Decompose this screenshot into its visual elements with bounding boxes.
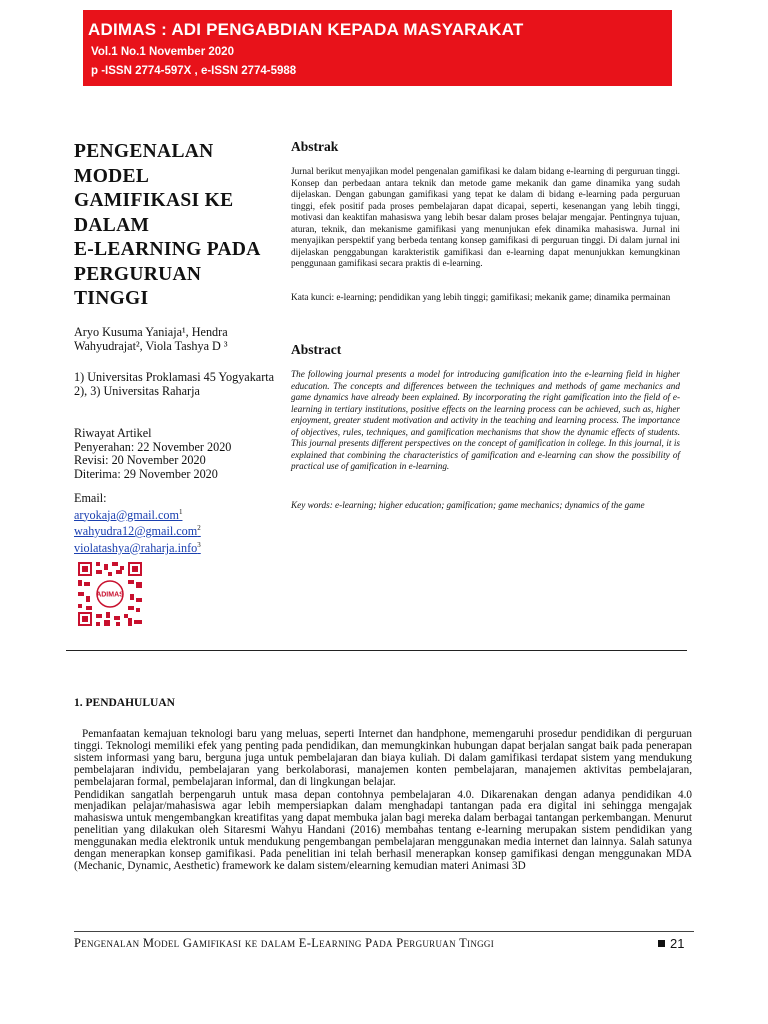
abstract-heading: Abstract (291, 342, 342, 357)
title-line: TINGGI (74, 288, 149, 309)
history-received: Penyerahan: 22 November 2020 (74, 439, 232, 454)
author-list: Aryo Kusuma Yaniaja¹, Hendra Wahyudrajat², Viola Tashya D ³ (74, 325, 228, 353)
email-link-3[interactable] (74, 539, 279, 556)
section-divider (66, 650, 687, 651)
abstrak-keywords: Kata kunci: e-learning; pendidikan yang lebih tinggi; gamifikasi; mekanik game; dinamika permainan (291, 293, 671, 303)
abstract-keywords: Key words: e-learning; higher education; gamification; game mechanics; dynamics of the game (291, 500, 645, 510)
email-address: violatashya@raharja.info (74, 540, 198, 555)
affiliations (74, 371, 289, 398)
section-heading: 1. PENDAHULUAN (74, 697, 175, 709)
abstrak-heading: Abstrak (291, 139, 339, 154)
footer-divider (74, 931, 694, 932)
journal-name: ADIMAS : ADI PENGABDIAN KEPADA MASYARAKAT (88, 20, 524, 39)
history-revised: Revisi: 20 November 2020 (74, 453, 206, 467)
qr-logo-text: ADIMAS (96, 591, 124, 599)
title-line: MODEL (74, 165, 150, 187)
email-sup: 3 (197, 540, 201, 549)
abstrak-text: Jurnal berikut menyajikan model pengenalan gamifikasi ke dalam bidang e-learning di perguruan tinggi. Konsep dan perbedaan antara teknik dan metode game mekanik dan game dinamika yang sudah dijelaskan. Dengan gabungan gamifikasi yang tepat ke dalam di bidang e-learning pada perguruan tinggi, efek positif pada proses pembelajaran dapat dicapai, seperti, kesenangan yang lebih tinggi, motivasi dan keaktifan mahasiswa yang lebih besar dalam proses belajar mengajar. Pentingnya tujuan, aturan, teknik, dan mekanisme gamifikasi yang menunjukan efek dinamika mahasiswa. Jurnal ini menyajikan perspektif yang berbeda tentang konsep gamifikasi di perguruan tinggi. Di dalam jurnal ini dijelaskan penggabungan karakteristik gamifikasi dan e-learning dapat menunjukkan kemungkinan penggunaan gamifikasi secara praktis di e-learning. (291, 167, 680, 269)
title-block (74, 140, 279, 312)
email-sup: 1 (178, 507, 183, 516)
body-paragraph: Pendidikan sangatlah berpengaruh untuk masa depan contohnya pembelajaran 4.0. Dikarenakan dengan adanya pendidikan 4.0 menjadikan pelajar/mahasiswa agar lebih mempersiapkan dalam menghadapi tantangan pada era digital ini sehingga mengajak mahasiswa untuk mengembangkan kreatifitas yang dapat membuka jalan bagi mereka dalam berbagai tantangan perkembangan. Menurut penelitian yang dilakukan oleh Sitaresmi Wahyu Handani (2016) membahas tentang e-learning merupakan sistem pendidikan yang menggunakan media elektronik untuk mendukung pengembangan pembelajaran menggunakan media internet dan lainnya. Salah satunya dengan menerapkan konsep gamifikasi. Pada penelitian ini telah berhasil menerapkan konsep gamifikasi dengan menggunakan MDA (Mechanic, Dynamic, Aesthetic) framework ke dalam sistem/elearning kemudian materi Animasi 3D (74, 788, 692, 872)
square-bullet-icon (658, 940, 665, 947)
history-accepted: Diterima: 29 November 2020 (74, 466, 218, 481)
section-body (74, 729, 692, 874)
abstract-text: The following journal presents a model for introducing gamification into the e-learning field in higher education. The concepts and differences between the techniques and methods of game mechanics and game dynamics have already been explained. By incorporating the right gamification into the field of e-learning in tertiary institutions, positive effects on the learning process can be achieved, such as, higher enjoyment, greater student motivation and activity in the teaching and learning process. The importance of objectives, rules, techniques, and gamification mechanisms that show the dynamic effects of students. This journal presents different perspectives on the concept of gamification in college. In this journal, it is explained that combining the characteristics of gamification and e-learning can show the possibility of practical use of gamification in e-learning. (291, 369, 680, 471)
page-number (658, 936, 684, 951)
paper-title (74, 140, 279, 312)
page-number-value: 21 (670, 936, 685, 951)
title-line: E-LEARNING PADA (74, 239, 261, 260)
email-sup: 2 (197, 524, 201, 533)
email-label: Email: (74, 491, 107, 505)
title-line: PERGURUAN (74, 263, 202, 285)
history-label: Riwayat Artikel (74, 426, 152, 440)
affiliation-line: 2), 3) Universitas Raharja (74, 383, 200, 398)
journal-banner (83, 10, 672, 86)
title-line: DALAM (74, 214, 150, 236)
journal-volume: Vol.1 No.1 November 2020 (91, 46, 234, 58)
running-title: Pengenalan Model Gamifikasi ke dalam E-Learning Pada Perguruan Tinggi (74, 936, 495, 950)
email-address: aryokaja@gmail.com (74, 507, 179, 522)
journal-issn: p -ISSN 2774-597X , e-ISSN 2774-5988 (91, 65, 297, 77)
email-link-1[interactable] (74, 506, 279, 523)
affiliation-line: 1) Universitas Proklamasi 45 Yogyakarta (74, 370, 275, 384)
title-line: PENGENALAN (74, 141, 214, 162)
article-history (74, 427, 279, 481)
title-line: GAMIFIKASI KE (74, 190, 234, 211)
email-link-2[interactable] (74, 522, 279, 539)
body-paragraph: Pemanfaatan kemajuan teknologi baru yang meluas, seperti Internet dan handphone, memengaruhi prosedur pendidikan di perguruan tinggi. Teknologi memiliki efek yang penting pada pendidikan, dan memungkinkan hubungan dapat berjalan sangat baik pada penerapan sistem informasi yang baru, berguna juga untuk pembelajaran dan biaya kuliah. Di dalam gamifikasi terdapat sistem yang mendukung pembelajaran individu, pembelajaran yang berkolaborasi, manajemen konten pembelajaran, manajemen aktivitas pembelajaran, pembelajaran formal, pembelajaran informal, dan di lingkungan belajar. (74, 728, 692, 788)
email-address: wahyudra12@gmail.com (74, 524, 198, 539)
email-block (74, 492, 279, 555)
qr-code (78, 562, 142, 626)
